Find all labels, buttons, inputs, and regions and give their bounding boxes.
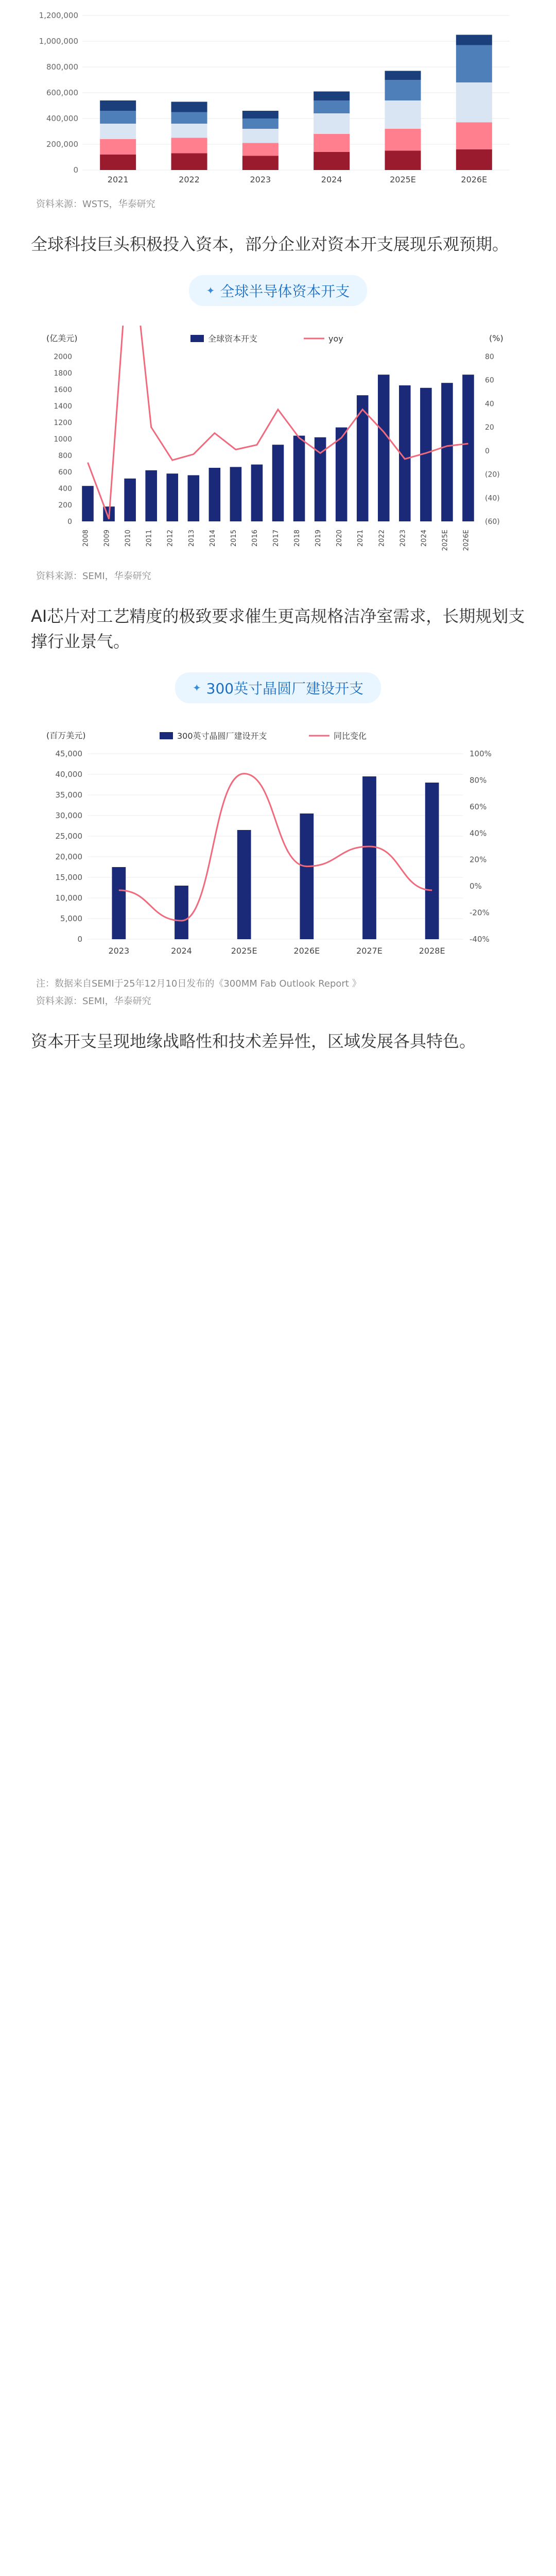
chart1-bar-segment <box>314 113 350 134</box>
chart1-ytick: 1,200,000 <box>39 11 78 20</box>
chart2-ytick-right: 20 <box>485 423 494 432</box>
chart1-ytick: 800,000 <box>46 62 78 72</box>
chart2-xtick: 2016 <box>251 529 259 547</box>
chart3-ytick-left: 35,000 <box>55 790 82 800</box>
chart1-bar-segment <box>242 111 279 118</box>
chart3-container <box>36 723 520 972</box>
chart2-bar <box>462 375 474 521</box>
chart2-ytick-left: 0 <box>67 517 72 526</box>
chart3-bar <box>175 886 188 939</box>
chart3-title-pill <box>175 672 381 703</box>
chart2-xtick: 2018 <box>293 529 302 547</box>
chart3-ytick-left: 40,000 <box>55 769 82 779</box>
chart1-bar-segment <box>385 71 421 80</box>
chart1-bar-segment <box>456 123 492 150</box>
chart1-bar-segment <box>314 100 350 113</box>
chart3-left-unit: (百万美元) <box>46 730 86 740</box>
chart1-bar-segment <box>100 100 136 111</box>
chart3-ytick-right: 100% <box>470 749 492 758</box>
chart2-ytick-left: 600 <box>58 468 72 477</box>
chart3-ytick-right: -40% <box>470 934 490 944</box>
chart1-section <box>0 0 556 221</box>
chart3-xtick: 2027E <box>356 945 383 956</box>
chart2-bar <box>124 478 136 521</box>
chart1-bar-segment <box>171 138 207 154</box>
chart2-ytick-left: 1000 <box>54 435 72 444</box>
chart3-bar <box>425 783 439 939</box>
chart3-svg <box>36 723 520 970</box>
chart2-xtick: 2026E <box>462 529 471 551</box>
chart3-legend-label-line: 同比变化 <box>334 731 367 741</box>
chart1-bar-segment <box>314 134 350 152</box>
chart2-left-unit: (亿美元) <box>46 333 78 343</box>
chart2-ytick-right: 0 <box>485 447 490 455</box>
chart1-bar-segment <box>242 118 279 129</box>
chart1-bar-segment <box>171 124 207 138</box>
chart1-bar-segment <box>314 92 350 101</box>
chart3-title: 300英寸晶圆厂建设开支 <box>206 680 364 697</box>
chart2-xtick: 2024 <box>420 529 428 547</box>
chart3-ytick-left: 20,000 <box>55 852 82 861</box>
chart2-ytick-right: 80 <box>485 352 494 361</box>
chart3-xtick: 2025E <box>231 945 257 956</box>
chart3-source: 资料来源：SEMI，华泰研究 <box>36 995 151 1007</box>
chart3-legend <box>160 731 367 741</box>
chart2-bar <box>230 467 242 521</box>
chart2-bar <box>293 435 305 521</box>
chart2-xtick: 2019 <box>315 529 323 547</box>
paragraph-3: 资本开支呈现地缘战略性和技术差异性，区域发展各具特色。 <box>31 1031 476 1051</box>
chart2-title: 全球半导体资本开支 <box>220 282 350 300</box>
chart2-right-unit: (%) <box>489 333 503 343</box>
chart2-ytick-left: 800 <box>58 451 72 460</box>
chart2-source: 资料来源：SEMI，华泰研究 <box>36 570 151 582</box>
chart2-title-wrap <box>0 275 556 306</box>
chart2-bar <box>441 383 453 521</box>
chart3-ytick-left: 5,000 <box>60 913 82 923</box>
chart1-bar-segment <box>100 111 136 124</box>
chart3-yoy-line <box>119 773 432 920</box>
chart3-bar <box>112 867 126 939</box>
chart2-container <box>36 326 520 565</box>
chart1-container <box>36 5 520 193</box>
chart1-bar-segment <box>456 149 492 170</box>
chart2-xtick: 2010 <box>124 529 132 547</box>
chart1-ytick: 200,000 <box>46 140 78 149</box>
chart1-ytick: 400,000 <box>46 114 78 123</box>
chart2-xtick: 2015 <box>230 529 238 547</box>
chart2-legend-label-bars: 全球资本开支 <box>208 333 258 344</box>
chart2-xtick: 2014 <box>208 529 217 547</box>
chart3-xtick: 2023 <box>108 945 130 956</box>
chart3-ytick-right: -20% <box>470 908 490 918</box>
chart1-xtick: 2024 <box>321 175 342 184</box>
chart1-bar-segment <box>456 82 492 123</box>
chart2-bar <box>272 445 284 521</box>
chart2-xtick: 2017 <box>272 529 280 547</box>
chart2-legend-label-line: yoy <box>328 333 343 344</box>
chart1-bar-segment <box>385 151 421 171</box>
chart2-ytick-left: 400 <box>58 484 72 493</box>
chart3-legend-swatch-bars <box>160 732 173 739</box>
chart1-bar-segment <box>385 129 421 151</box>
chart3-ytick-left: 30,000 <box>55 810 82 820</box>
chart1-bar-segment <box>456 45 492 83</box>
chart2-xtick: 2025E <box>441 529 449 551</box>
chart3-ytick-right: 60% <box>470 802 487 811</box>
chart3-ytick-left: 15,000 <box>55 872 82 882</box>
chart1-svg <box>36 5 520 191</box>
chart3-bar <box>237 830 251 939</box>
chart1-ytick: 1,000,000 <box>39 37 78 46</box>
chart1-bar-segment <box>314 152 350 170</box>
chart2-xtick: 2008 <box>82 529 90 547</box>
chart2-bar <box>145 470 157 521</box>
chart1-bar-segment <box>385 80 421 100</box>
chart3-ytick-right: 0% <box>470 881 482 891</box>
chart3-ytick-left: 45,000 <box>55 749 82 758</box>
chart1-xtick: 2023 <box>250 175 271 184</box>
chart1-bar-segment <box>171 102 207 112</box>
chart2-ytick-left: 1400 <box>54 402 72 411</box>
chart3-ytick-right: 40% <box>470 828 487 838</box>
chart2-ytick-right: (60) <box>485 517 500 526</box>
chart3-ytick-right: 20% <box>470 855 487 865</box>
chart2-bar <box>82 486 94 521</box>
chart2-bar <box>188 475 200 521</box>
paragraph-2: AI芯片对工艺精度的极致要求催生更高规格洁净室需求，长期规划支撑行业景气。 <box>31 606 525 652</box>
chart2-xtick: 2012 <box>166 529 175 547</box>
chart1-xtick: 2022 <box>179 175 200 184</box>
chart1-source: 资料来源：WSTS，华泰研究 <box>36 199 155 210</box>
chart1-bar-segment <box>171 112 207 124</box>
chart2-svg <box>36 326 520 563</box>
chart3-ytick-left: 10,000 <box>55 893 82 903</box>
chart2-xtick: 2011 <box>145 529 153 547</box>
chart1-bar-segment <box>456 35 492 45</box>
chart3-xtick: 2024 <box>171 945 192 956</box>
chart1-bar-segment <box>100 139 136 155</box>
chart2-title-pill <box>189 275 368 306</box>
chart2-legend-swatch-bars <box>190 335 204 342</box>
chart2-bar <box>166 473 178 521</box>
chart1-bar-segment <box>100 124 136 139</box>
chart3-note: 注：数据来自SEMI于25年12月10日发布的《300MM Fab Outlook Report 》 <box>36 978 361 989</box>
chart3-title-wrap <box>0 672 556 703</box>
chart1-xtick: 2025E <box>390 175 416 184</box>
chart3-xtick: 2028E <box>419 945 445 956</box>
chart2-legend <box>190 334 343 344</box>
chart2-ytick-right: (20) <box>485 470 500 479</box>
paragraph-1: 全球科技巨头积极投入资本，部分企业对资本开支展现乐观预期。 <box>31 234 509 254</box>
chart2-ytick-right: 60 <box>485 376 494 385</box>
chart2-xtick: 2022 <box>378 529 386 547</box>
chart2-xtick: 2013 <box>187 529 196 547</box>
chart1-bar-segment <box>242 156 279 171</box>
chart3-bar <box>362 776 376 939</box>
chart2-ytick-left: 2000 <box>54 352 72 361</box>
chart2-xtick: 2020 <box>336 529 344 547</box>
chart3-ytick-left: 25,000 <box>55 831 82 841</box>
chart1-bar-segment <box>100 155 136 170</box>
chart1-ytick: 600,000 <box>46 88 78 97</box>
chart3-section <box>0 713 556 1018</box>
chart2-ytick-right: (40) <box>485 494 500 502</box>
chart1-ytick: 0 <box>73 165 78 175</box>
chart2-ytick-left: 1800 <box>54 369 72 378</box>
chart1-bar-segment <box>171 154 207 171</box>
chart2-xtick: 2021 <box>357 529 365 547</box>
chart1-xtick: 2026E <box>461 175 488 184</box>
chart2-ytick-left: 200 <box>58 501 72 510</box>
chart1-xtick: 2021 <box>107 175 129 184</box>
chart2-ytick-left: 1200 <box>54 418 72 427</box>
chart3-legend-label-bars: 300英寸晶圆厂建设开支 <box>177 731 267 741</box>
sparkle-icon: ✦ <box>192 681 201 694</box>
chart2-ytick-left: 1600 <box>54 385 72 394</box>
chart3-ytick-left: 0 <box>77 934 82 944</box>
sparkle-icon: ✦ <box>206 284 215 297</box>
chart2-bar <box>251 464 263 521</box>
chart2-xtick: 2023 <box>399 529 407 547</box>
chart2-bar <box>209 468 221 521</box>
chart2-ytick-right: 40 <box>485 400 494 409</box>
chart3-xtick: 2026E <box>293 945 320 956</box>
chart1-bar-segment <box>242 129 279 143</box>
chart2-bar <box>378 375 390 521</box>
chart1-bar-segment <box>242 143 279 156</box>
chart1-bar-segment <box>385 100 421 129</box>
chart2-section <box>0 315 556 592</box>
chart3-bar <box>300 814 314 939</box>
chart3-ytick-right: 80% <box>470 775 487 785</box>
chart2-xtick: 2009 <box>103 529 111 547</box>
